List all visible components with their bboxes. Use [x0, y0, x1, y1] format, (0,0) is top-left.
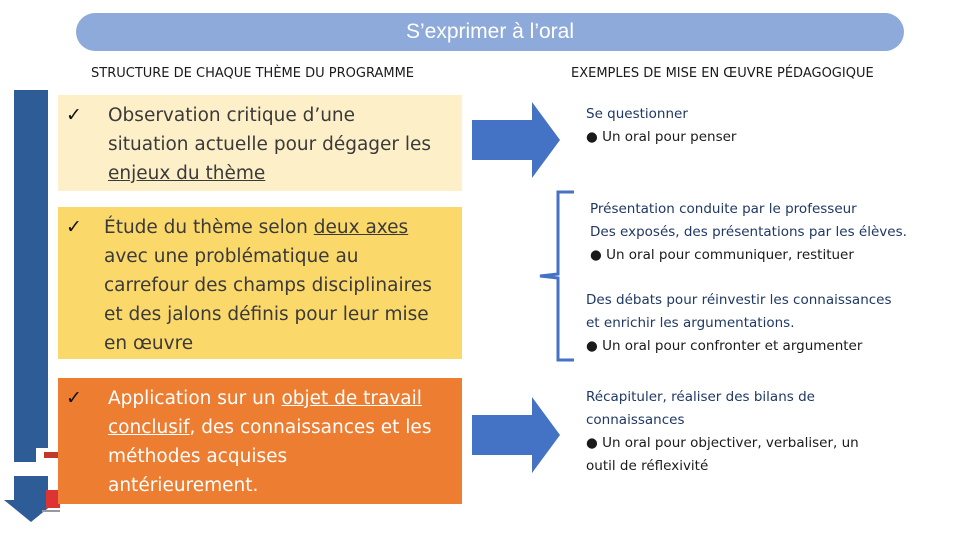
example-debates: Des débats pour réinvestir les connaissances et enrichir les argumentations. ● Un oral pour confronter et argumenter [586, 292, 892, 354]
application-text: Application sur un objet de travail conclusif, des connaissances et les méthodes acquises antérieurement. [108, 388, 432, 496]
theme-step-study [58, 207, 462, 359]
checkmark-icon: ✓ [66, 216, 82, 238]
academy-logo [6, 440, 60, 520]
checkmark-icon: ✓ [66, 387, 82, 409]
checkmark-icon: ✓ [66, 104, 82, 126]
left-brace-icon [538, 190, 578, 362]
study-text: Étude du thème selon deux axes avec une problématique au carrefour des champs disciplinaires et des jalons définis pour leur mise en œuvre [104, 217, 432, 354]
right-column-heading: EXEMPLES DE MISE EN ŒUVRE PÉDAGOGIQUE [571, 66, 874, 81]
left-column-heading: STRUCTURE DE CHAQUE THÈME DU PROGRAMME [91, 66, 414, 81]
example-recap: Récapituler, réaliser des bilans de connaissances ● Un oral pour objectiver, verbaliser, un outil de réflexivité [586, 389, 859, 474]
right-arrow-icon [472, 100, 562, 180]
observation-text: Observation critique d’une situation actuelle pour dégager les enjeux du thème [108, 105, 432, 184]
page-title: S’exprimer à l’oral [76, 13, 904, 51]
theme-step-application [58, 378, 462, 504]
theme-step-observation [58, 95, 462, 191]
example-questioning: Se questionner ● Un oral pour penser [586, 106, 737, 145]
example-presentation: Présentation conduite par le professeur Des exposés, des présentations par les élèves. ● Un oral pour communiquer, restituer [590, 201, 907, 263]
right-arrow-icon [472, 395, 562, 475]
